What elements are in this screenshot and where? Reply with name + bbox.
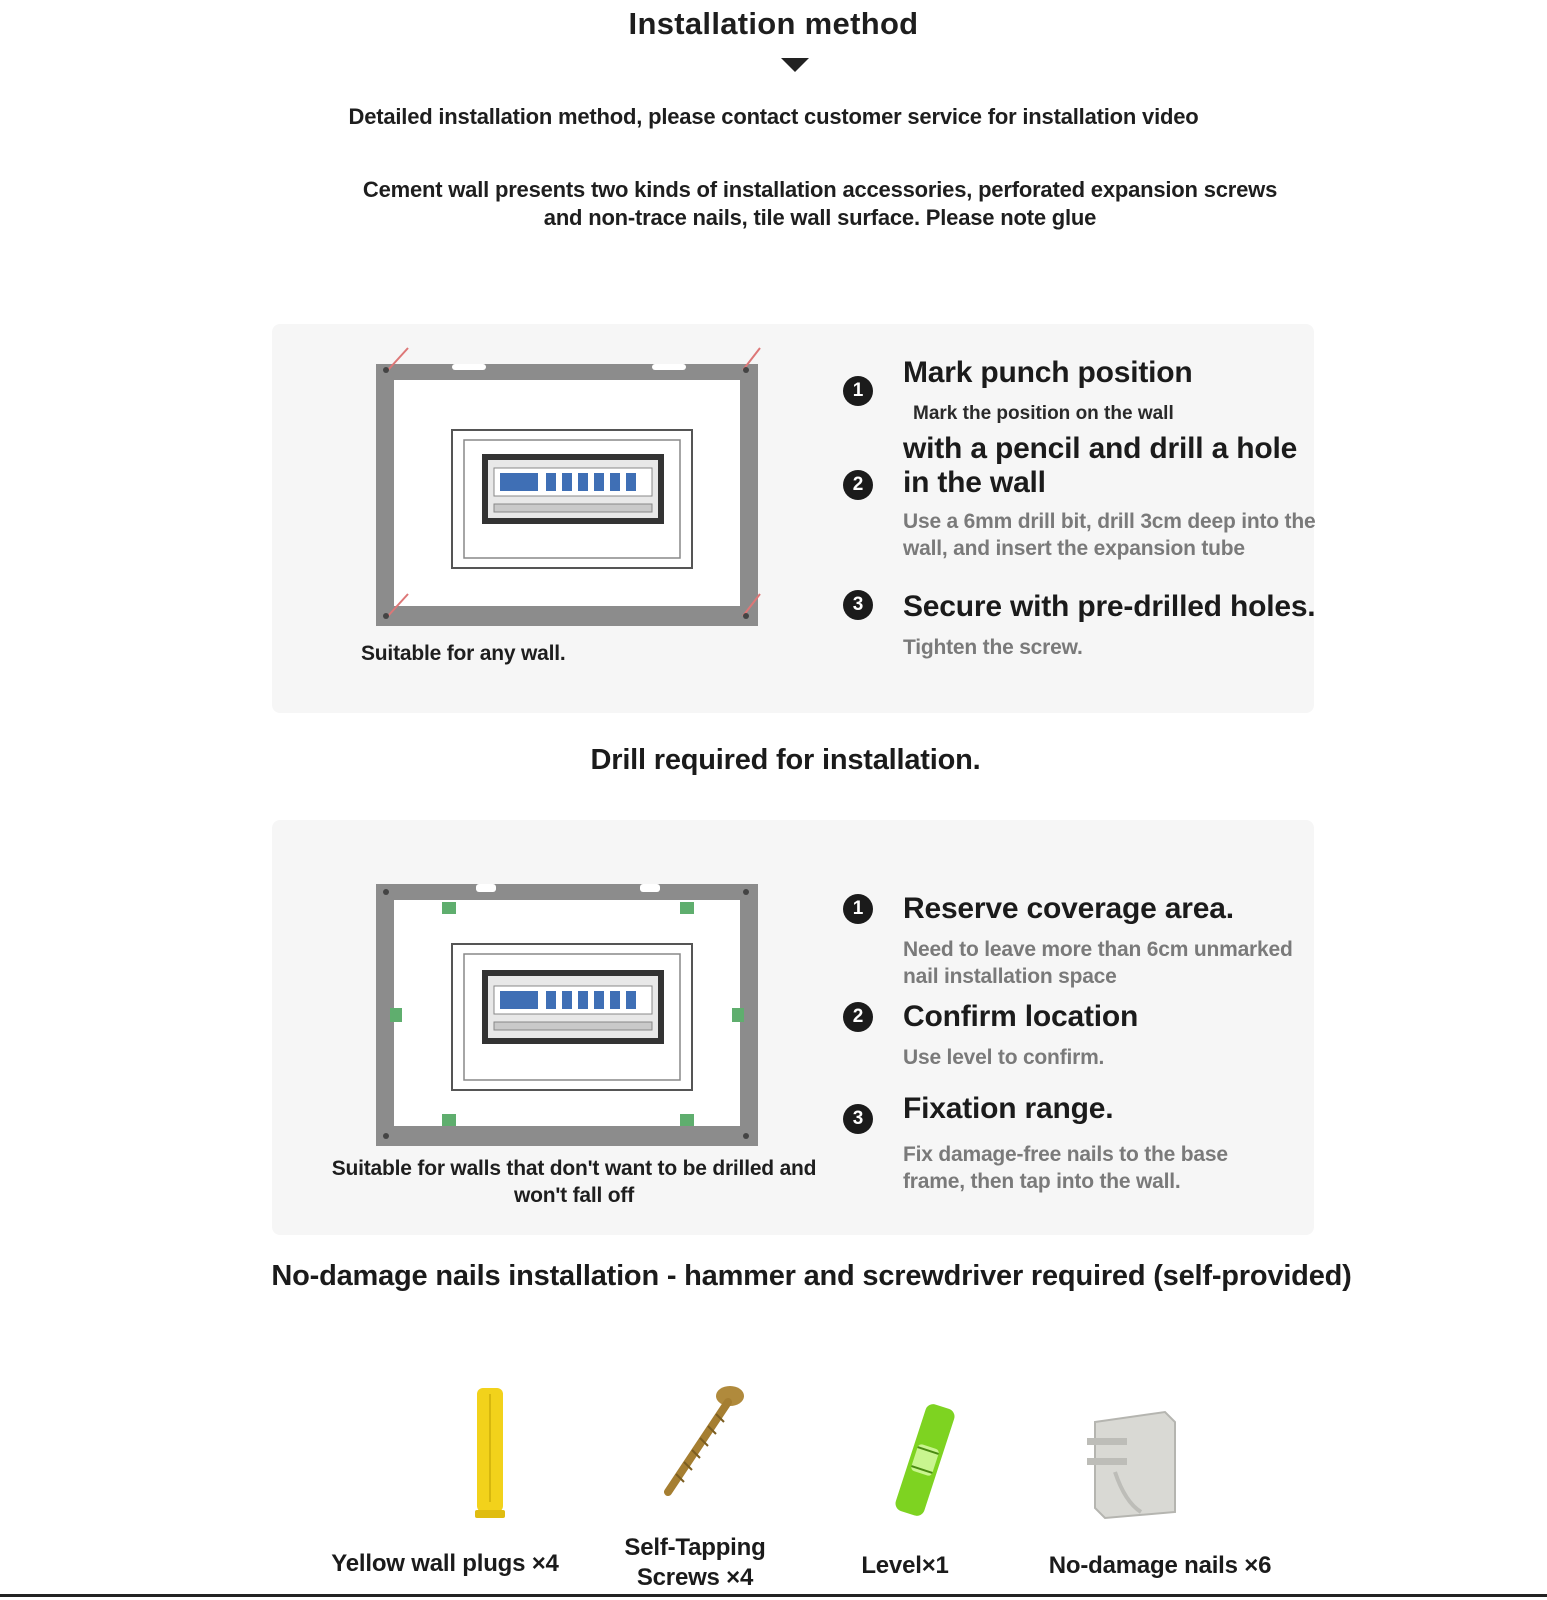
accessory-label-screws: Self-Tapping Screws ×4 [624,1534,766,1591]
no-damage-nail-icon [1085,1402,1185,1522]
nail-step-2-description: Use level to confirm. [903,1046,1105,1069]
accessories-note: Cement wall presents two kinds of installation accessories, perforated expansion screws and non-trace nails, tile wall surface. Please note glue [362,177,1278,230]
drill-frame-illustration [368,344,768,634]
nail-step-1-number-icon: 1 [843,894,873,924]
drill-step-3-description: Tighten the screw. [903,636,1083,659]
step-3-number-icon: 3 [843,590,873,620]
bottom-divider [0,1594,1547,1597]
nail-caption: Suitable for walls that don't want to be drilled and won't fall off [331,1157,817,1207]
nail-frame-illustration [368,874,768,1152]
drill-step-2-description: Use a 6mm drill bit, drill 3cm deep into the wall, and insert the expansion tube [903,510,1316,560]
accessory-label-wall-plugs: Yellow wall plugs ×4 [331,1550,559,1577]
contact-note: Detailed installation method, please contact customer service for installation video [348,104,1199,129]
down-arrow-icon [781,58,809,72]
nail-step-3-description: Fix damage-free nails to the base frame, then tap into the wall. [903,1143,1228,1193]
nail-section-label: No-damage nails installation - hammer and screwdriver required (self-provided) [271,1260,1352,1292]
drill-step-1-subtitle: Mark the position on the wall [913,403,1174,424]
accessory-label-no-damage-nails: No-damage nails ×6 [1048,1552,1272,1579]
drill-step-2-title: with a pencil and drill a hole in the wall [903,432,1298,499]
drill-caption: Suitable for any wall. [361,642,566,665]
level-icon [880,1400,970,1520]
nail-step-1-description: Need to leave more than 6cm unmarked nail installation space [903,938,1293,988]
drill-section-label: Drill required for installation. [590,744,981,776]
drill-step-1-title: Mark punch position [903,356,1193,389]
drill-step-3-title: Secure with pre-drilled holes. [903,590,1316,623]
wall-plug-icon [465,1382,515,1522]
nail-step-3-title: Fixation range. [903,1092,1114,1125]
nail-step-1-title: Reserve coverage area. [903,892,1234,925]
nail-step-3-number-icon: 3 [843,1104,873,1134]
step-2-number-icon: 2 [843,470,873,500]
screw-icon [650,1380,750,1500]
page-title: Installation method [628,6,919,41]
nail-step-2-number-icon: 2 [843,1002,873,1032]
nail-step-2-title: Confirm location [903,1000,1139,1033]
step-1-number-icon: 1 [843,376,873,406]
accessory-label-level: Level×1 [861,1552,949,1579]
